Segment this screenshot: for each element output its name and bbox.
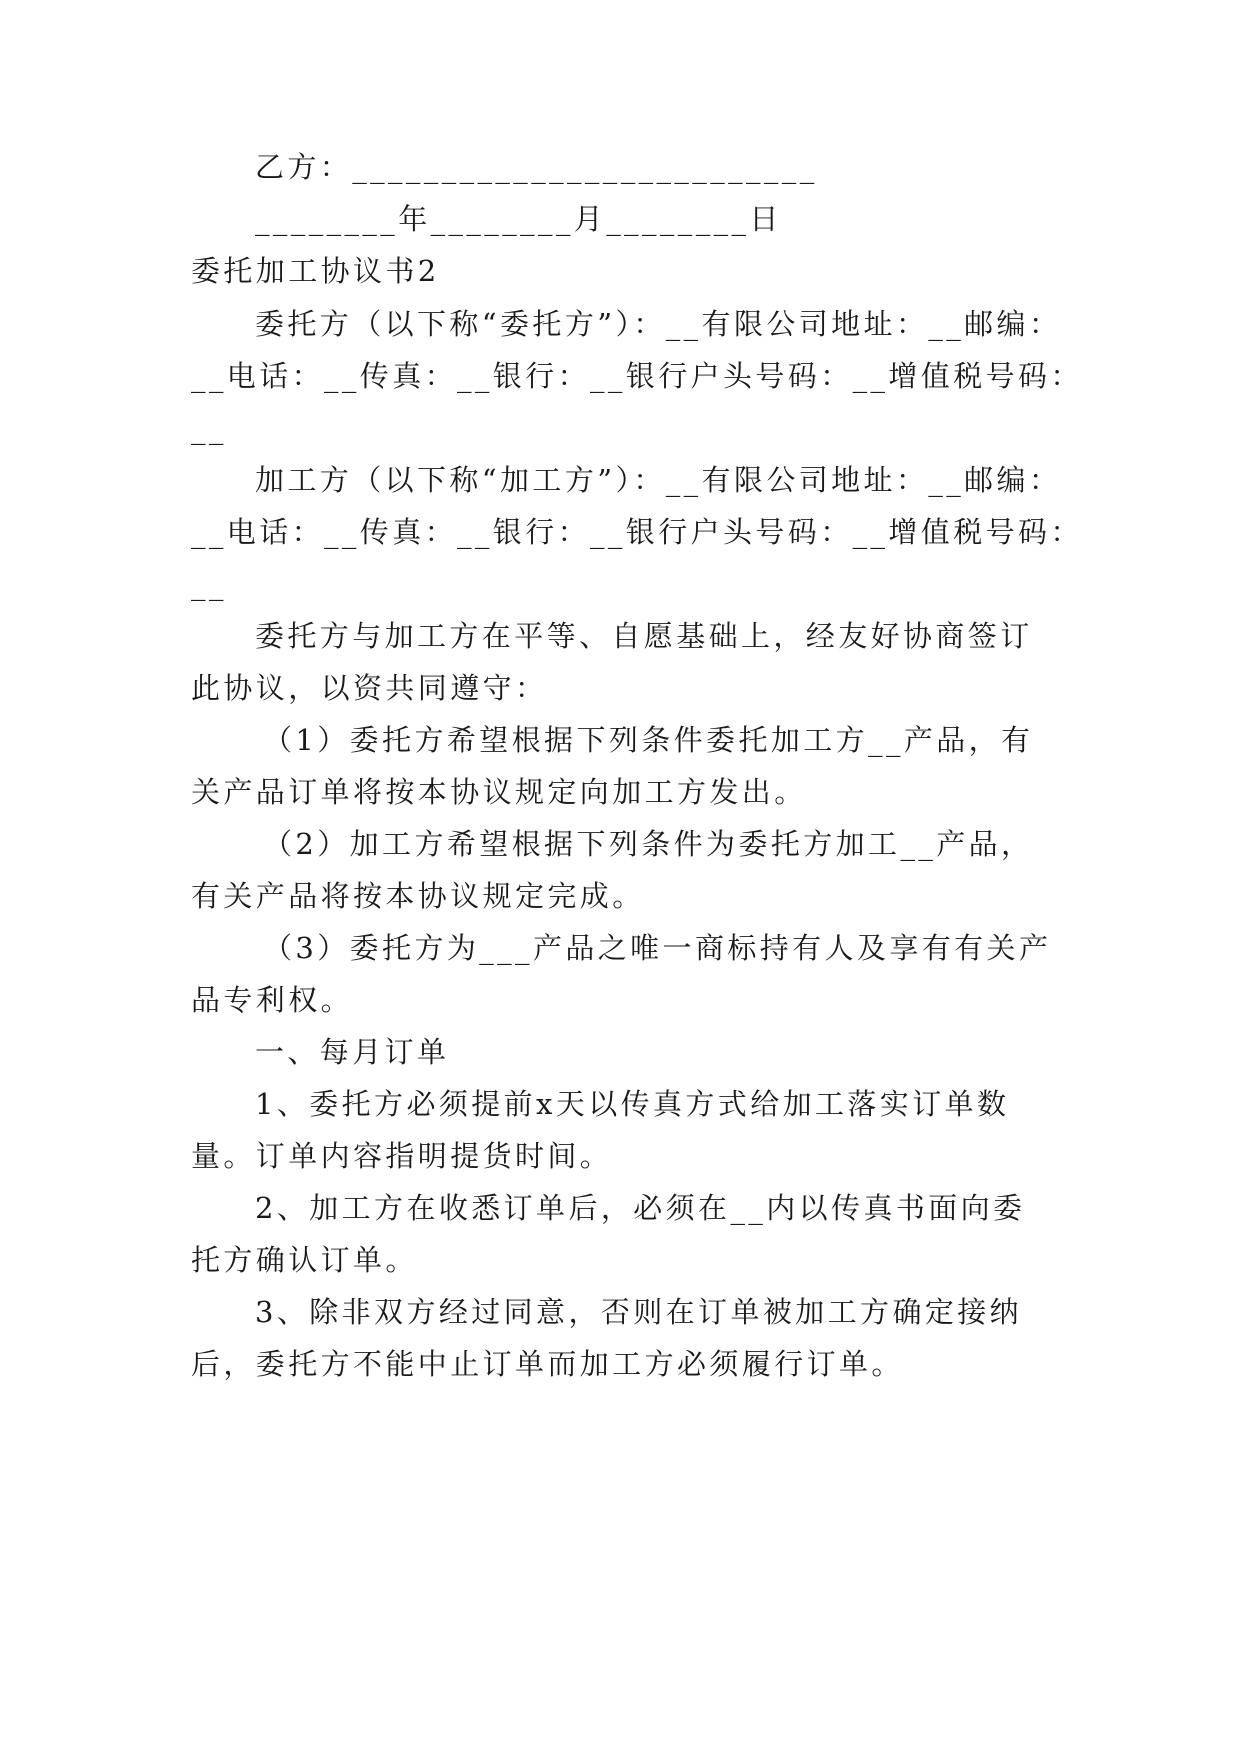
principal-party-line-2: __电话：__传真：__银行：__银行户头号码：__增值税号码： bbox=[191, 359, 1083, 393]
document-heading: 委托加工协议书2 bbox=[191, 254, 440, 288]
recital-2-line-2: 有关产品将按本协议规定完成。 bbox=[191, 879, 645, 913]
party-b-signature-line: 乙方：__________________________ bbox=[255, 150, 818, 184]
clause-3-line-1: 3、除非双方经过同意，否则在订单被加工方确定接纳 bbox=[255, 1295, 1023, 1329]
section-heading-monthly-orders: 一、每月订单 bbox=[255, 1035, 450, 1069]
processor-party-line-2: __电话：__传真：__银行：__银行户头号码：__增值税号码： bbox=[191, 515, 1083, 549]
principal-party-line-3: __ bbox=[191, 411, 227, 445]
principal-party-line-1: 委托方（以下称“委托方”）：__有限公司地址：__邮编： bbox=[255, 307, 1062, 341]
signature-date-line: ________年________月________日 bbox=[255, 202, 782, 236]
recital-3-line-1: （3）委托方为___产品之唯一商标持有人及享有有关产 bbox=[263, 931, 1052, 965]
processor-party-line-3: __ bbox=[191, 567, 227, 601]
recital-1-line-1: （1）委托方希望根据下列条件委托加工方__产品，有 bbox=[263, 723, 1034, 757]
preamble-line-1: 委托方与加工方在平等、自愿基础上，经友好协商签订 bbox=[255, 619, 1033, 653]
clause-1-line-2: 量。订单内容指明提货时间。 bbox=[191, 1139, 613, 1173]
processor-party-line-1: 加工方（以下称“加工方”）：__有限公司地址：__邮编： bbox=[255, 463, 1062, 497]
recital-1-line-2: 关产品订单将按本协议规定向加工方发出。 bbox=[191, 775, 807, 809]
recital-3-line-2: 品专利权。 bbox=[191, 983, 354, 1017]
clause-1-line-1: 1、委托方必须提前x天以传真方式给加工落实订单数 bbox=[255, 1087, 1010, 1121]
clause-2-line-2: 托方确认订单。 bbox=[191, 1243, 418, 1277]
recital-2-line-1: （2）加工方希望根据下列条件为委托方加工__产品， bbox=[263, 827, 1034, 861]
clause-2-line-1: 2、加工方在收悉订单后，必须在__内以传真书面向委 bbox=[255, 1191, 1026, 1225]
clause-3-line-2: 后，委托方不能中止订单而加工方必须履行订单。 bbox=[191, 1347, 904, 1381]
preamble-line-2: 此协议，以资共同遵守： bbox=[191, 671, 548, 705]
